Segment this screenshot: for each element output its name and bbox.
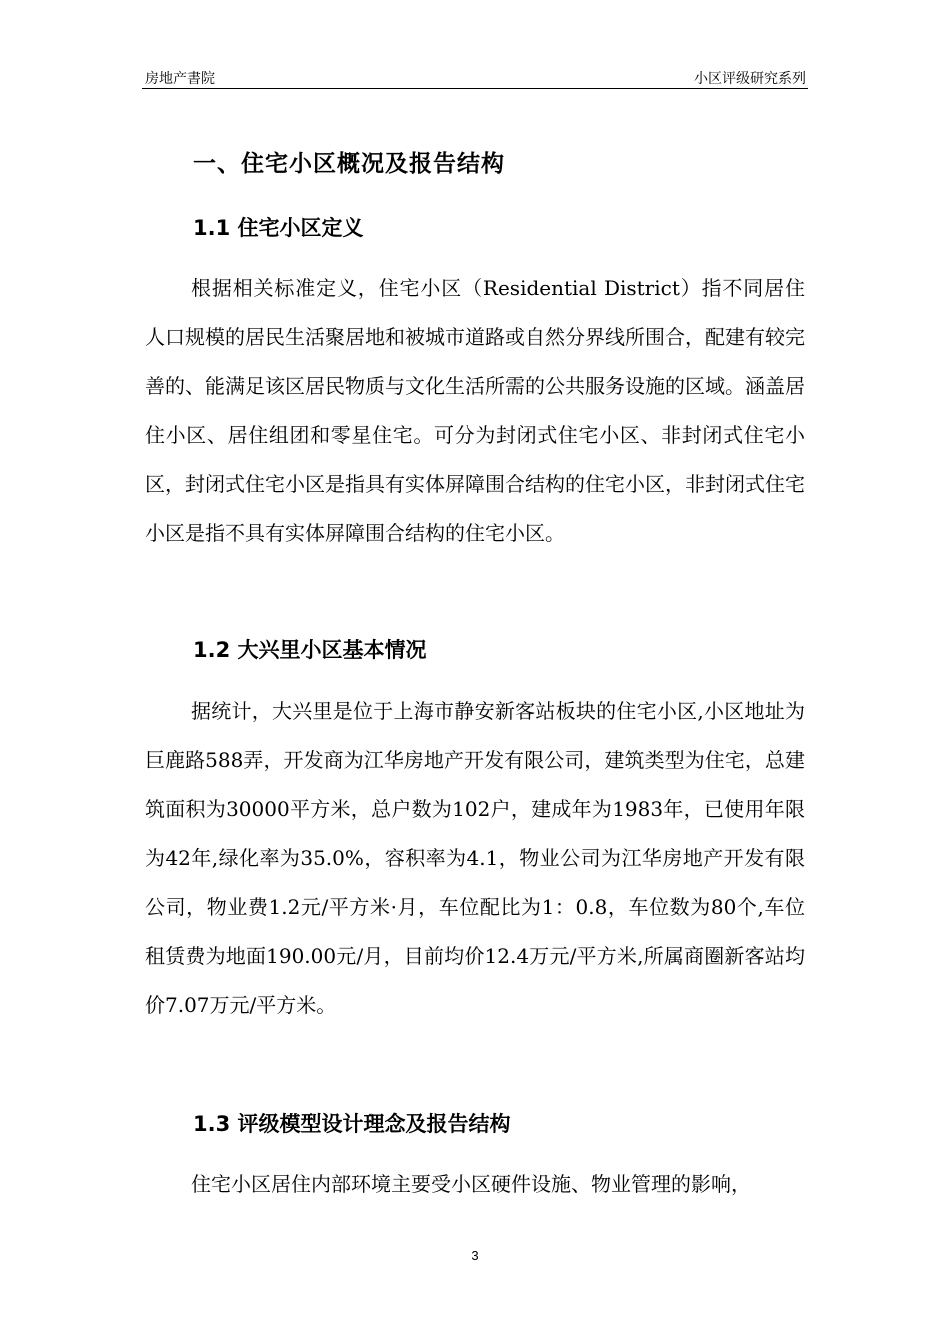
page-header [142, 66, 808, 89]
header-series-title: 小区评级研究系列 [694, 71, 806, 87]
paragraph-definition: 根据相关标准定义，住宅小区（Residential District）指不同居住人口规模的居民生活聚居地和被城市道路或自然分界线所围合，配建有较完善的、能满足该区居民物质与文化生活所需的公共服务设施的区域。涵盖居住小区、居住组团和零星住宅。可分为封闭式住宅小区、非封闭式住宅小区，封闭式住宅小区是指具有实体屏障围合结构的住宅小区，非封闭式住宅小区是指不具有实体屏障围合结构的住宅小区。 [145, 276, 805, 545]
subsection-title-1-2: 1.2 大兴里小区基本情况 [193, 638, 427, 662]
subsection-title-1-1: 1.1 住宅小区定义 [193, 216, 364, 240]
section-title: 一、住宅小区概况及报告结构 [193, 151, 505, 177]
header-publisher: 房地产書院 [145, 71, 215, 87]
subsection-title-1-3: 1.3 评级模型设计理念及报告结构 [193, 1112, 511, 1136]
paragraph-basic-info: 据统计，大兴里是位于上海市静安新客站板块的住宅小区,小区地址为巨鹿路588弄，开发商为江华房地产开发有限公司，建筑类型为住宅，总建筑面积为30000平方米，总户数为102户，建成年为1983年，已使用年限为42年,绿化率为35.0%，容积率为4.1，物业公司为江华房地产开发有限公司，物业费1.2元/平方米·月，车位配比为1：0.8，车位数为80个,车位租赁费为地面190.00元/月，目前均价12.4万元/平方米,所属商圈新客站均价7.07万元/平方米。 [145, 699, 805, 1017]
page-number: 3 [471, 1248, 479, 1263]
paragraph-model-design: 住宅小区居住内部环境主要受小区硬件设施、物业管理的影响， [191, 1172, 751, 1196]
